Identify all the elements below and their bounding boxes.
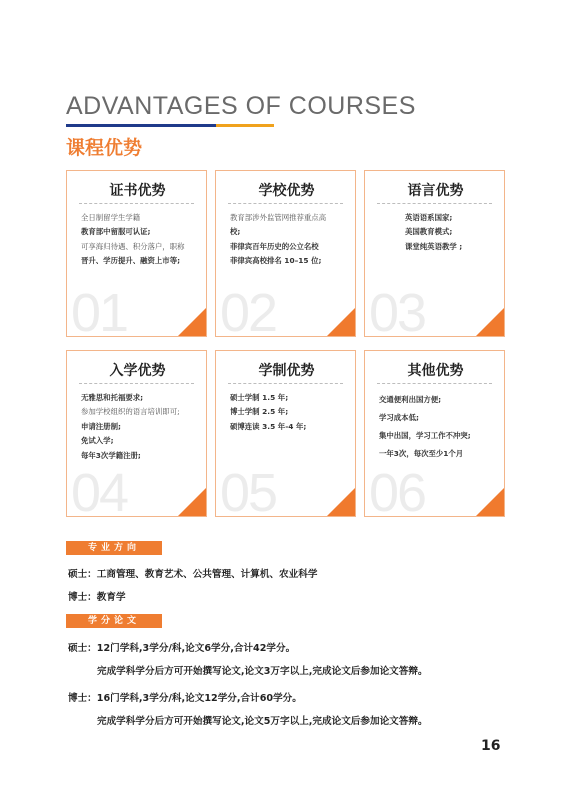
card-line: 每年3次学籍注册; xyxy=(81,450,141,460)
card-line: 参加学校组织的语言培训即可; xyxy=(81,407,180,417)
page-curl-icon xyxy=(326,487,356,517)
card-line: 申请注册制; xyxy=(81,421,121,431)
credits-master-line-2: 完成学科学分后方可开始撰写论文,论文3万字以上,完成论文后参加论文答辩。 xyxy=(97,666,428,677)
card-number: 04 xyxy=(71,463,128,517)
card-number: 05 xyxy=(220,463,277,517)
card-line: 菲律宾高校排名 10–15 位; xyxy=(230,256,322,266)
card-line: 集中出国，学习工作不冲突; xyxy=(379,431,471,440)
card-line: 硕士学制 1.5 年; xyxy=(230,393,289,402)
credits-doctor-line-2: 完成学科学分后方可开始撰写论文,论文5万字以上,完成论文后参加论文答辩。 xyxy=(97,716,428,727)
page-curl-icon xyxy=(326,307,356,337)
majors-master: 硕士：工商管理、教育艺术、公共管理、计算机、农业科学 xyxy=(68,569,318,580)
card-title: 入学优势 xyxy=(109,363,166,379)
card-title: 语言优势 xyxy=(407,183,464,199)
page-curl-icon xyxy=(475,487,505,517)
card-divider xyxy=(79,383,194,384)
card-admission xyxy=(66,350,207,517)
chinese-title: 课程优势 xyxy=(66,137,143,159)
page-curl-icon xyxy=(177,487,207,517)
card-school xyxy=(215,170,356,337)
card-line: 交通便利出国方便; xyxy=(379,395,442,404)
english-title: ADVANTAGES OF COURSES xyxy=(66,92,416,120)
card-number: 01 xyxy=(71,283,128,337)
card-divider xyxy=(377,203,492,204)
card-divider xyxy=(377,383,492,384)
card-line: 可享海归待遇、积分落户，职称 xyxy=(81,241,185,251)
card-line: 课堂纯英语教学 ; xyxy=(405,241,463,251)
card-divider xyxy=(228,203,343,204)
card-title: 其他优势 xyxy=(407,363,464,379)
card-number: 06 xyxy=(369,463,426,517)
card-line: 免试入学; xyxy=(81,436,114,446)
card-divider xyxy=(228,383,343,384)
card-line: 英语语系国家; xyxy=(405,213,453,222)
card-line: 教育部涉外监管网推荐重点高 xyxy=(230,213,327,222)
card-line: 校; xyxy=(230,227,241,237)
card-line: 美国教育模式; xyxy=(405,227,453,237)
card-line: 教育部中留服可认证; xyxy=(81,227,151,237)
credits-doctor-line-1: 博士：16门学科,3学分/科,论文12学分,合计60学分。 xyxy=(68,693,302,704)
card-line: 无雅思和托福要求; xyxy=(81,393,144,402)
card-line: 一年3次，每次至少1个月 xyxy=(379,449,464,458)
credits-label: 学分论文 xyxy=(66,614,162,628)
title-rule-orange xyxy=(216,124,274,127)
card-number: 02 xyxy=(220,283,277,337)
card-line: 晋升、学历提升、融资上市等; xyxy=(81,256,181,266)
card-line: 硕博连读 3.5 年-4 年; xyxy=(230,421,307,431)
card-line: 全日制留学生学籍 xyxy=(81,213,141,222)
card-number: 03 xyxy=(369,283,426,337)
credits-master-line-1: 硕士：12门学科,3学分/科,论文6学分,合计42学分。 xyxy=(68,643,296,654)
card-line: 博士学制 2.5 年; xyxy=(230,407,289,417)
majors-label: 专业方向 xyxy=(66,541,162,555)
majors-doctor: 博士：教育学 xyxy=(68,592,126,603)
card-line: 学习成本低; xyxy=(379,413,419,422)
title-rule-blue xyxy=(66,124,216,127)
card-certificate xyxy=(66,170,207,337)
page-curl-icon xyxy=(475,307,505,337)
card-duration xyxy=(215,350,356,517)
card-divider xyxy=(79,203,194,204)
card-line: 菲律宾百年历史的公立名校 xyxy=(230,241,319,251)
card-language xyxy=(364,170,505,337)
page-number: 16 xyxy=(481,738,501,754)
page-curl-icon xyxy=(177,307,207,337)
card-title: 学制优势 xyxy=(258,363,315,379)
card-title: 证书优势 xyxy=(109,183,166,199)
card-other xyxy=(364,350,505,517)
card-title: 学校优势 xyxy=(258,183,315,199)
